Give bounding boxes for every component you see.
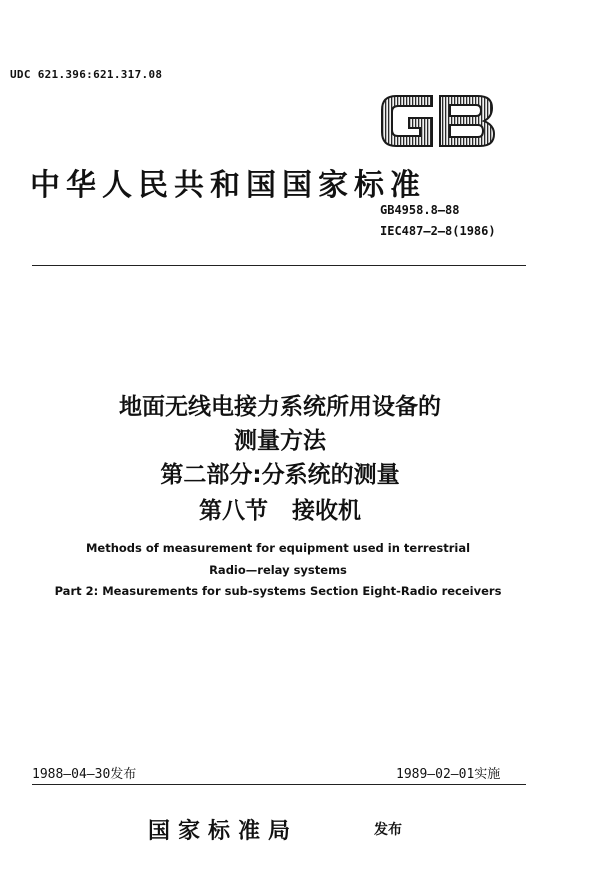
footer-divider <box>32 784 526 785</box>
issue-date: 1988—04—30发布 <box>32 767 137 782</box>
national-standard-heading: 中华人民共和国国家标准 <box>30 168 426 203</box>
standard-number-iec: IEC487—2—8(1986) <box>380 224 496 238</box>
issuer-name: 国家标准局 <box>148 818 299 844</box>
effective-date: 1989—02—01实施 <box>396 767 501 782</box>
title-cn-subject: 接收机 <box>292 498 361 524</box>
title-en-line3: Part 2: Measurements for sub-systems Section Eight-Radio receivers <box>54 584 502 598</box>
udc-code: UDC 621.396:621.317.08 <box>10 68 163 81</box>
title-cn-section: 第八节 <box>199 498 268 524</box>
title-en-line2: Radio—relay systems <box>209 563 347 577</box>
title-en-line1: Methods of measurement for equipment used in terrestrial <box>85 541 471 555</box>
title-cn-line2: 测量方法 <box>234 428 326 454</box>
title-cn-line4 <box>0 492 560 525</box>
title-cn-line3: 第二部分:分系统的测量 <box>160 462 400 488</box>
header-divider <box>32 265 526 266</box>
issuer-suffix: 发布 <box>374 822 402 838</box>
title-cn-line1: 地面无线电接力系统所用设备的 <box>119 394 441 420</box>
gb-logo <box>376 90 500 152</box>
standard-number-gb: GB4958.8—88 <box>380 203 460 217</box>
